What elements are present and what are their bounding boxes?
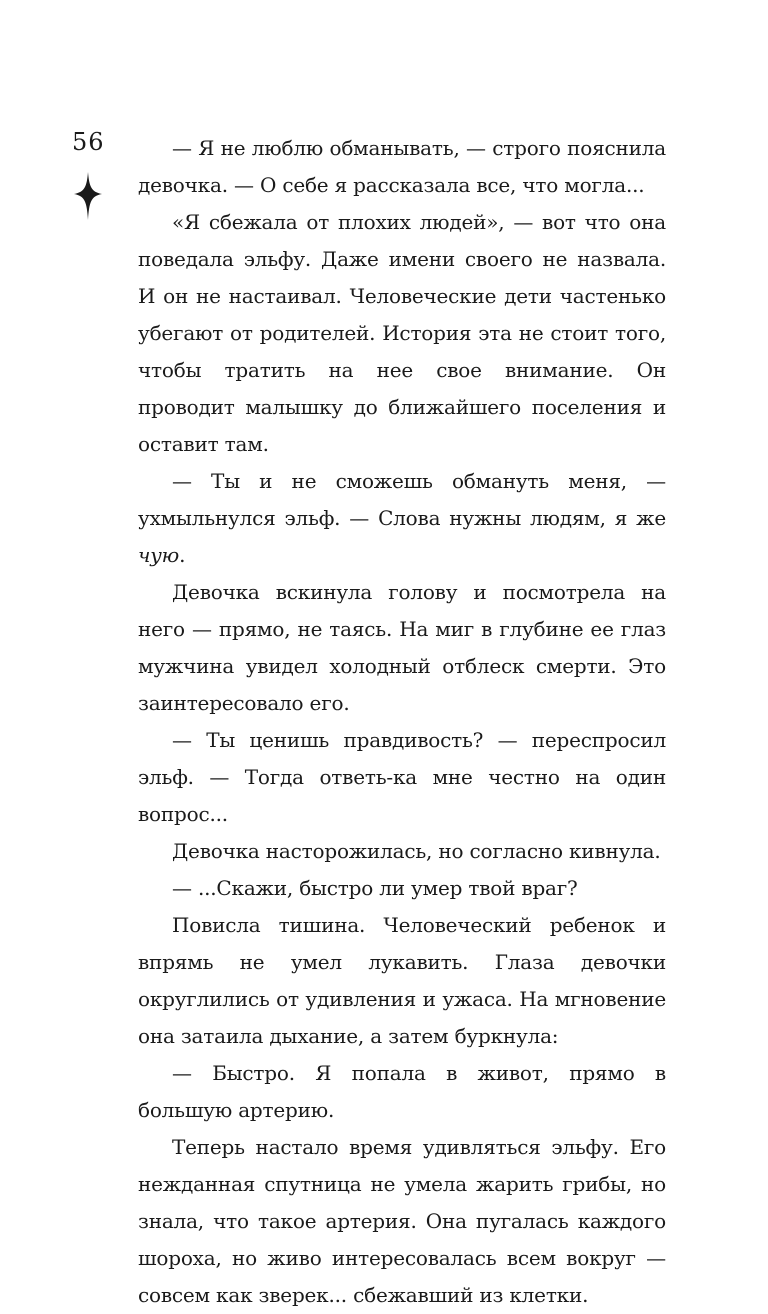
paragraph-8: Повисла тишина. Человеческий ребенок и впрямь не умел лукавить. Глаза девочки округлились от удивления и ужаса. На мгновение она затаила дыхание, а затем буркнула:	[138, 913, 666, 1048]
page-number: 56	[72, 128, 105, 156]
paragraph-2: «Я сбежала от плохих людей», — вот что она поведала эльфу. Даже имени своего не назвала. И он не настаивал. Человеческие дети частенько убегают от родителей. История эта не стоит того, чтобы тратить на нее свое внимание. Он проводит малышку до ближайшего поселения и оставит там.	[138, 210, 666, 456]
paragraph-3-emphasis: чую	[138, 543, 180, 567]
paragraph-9: — Быстро. Я попала в живот, прямо в большую артерию.	[138, 1061, 666, 1122]
paragraph-6: Девочка насторожилась, но согласно кивнула.	[172, 839, 661, 863]
four-point-star-icon	[74, 172, 102, 220]
paragraph-7: — ...Скажи, быстро ли умер твой враг?	[172, 876, 578, 900]
text-body	[138, 130, 666, 1314]
paragraph-3	[138, 463, 666, 574]
paragraph-10: Теперь настало время удивляться эльфу. Его нежданная спутница не умела жарить грибы, но знала, что такое артерия. Она пугалась каждого шороха, но живо интересовалась всем вокруг — совсем как зверек... сбежавший из клетки.	[138, 1135, 666, 1307]
paragraph-3-text-before: — Ты и не сможешь обмануть меня, — ухмыльнулся эльф. — Слова нужны людям, я же	[138, 469, 666, 530]
paragraph-3-text-after: .	[179, 543, 186, 567]
paragraph-4: Девочка вскинула голову и посмотрела на него — прямо, не таясь. На миг в глубине ее глаз мужчина увидел холодный отблеск смерти. Это заинтересовало его.	[138, 580, 666, 715]
paragraph-5: — Ты ценишь правдивость? — переспросил эльф. — Тогда ответь-ка мне честно на один вопрос...	[138, 728, 666, 826]
paragraph-1: — Я не люблю обманывать, — строго пояснила девочка. — О себе я рассказала все, что могла...	[138, 136, 666, 197]
